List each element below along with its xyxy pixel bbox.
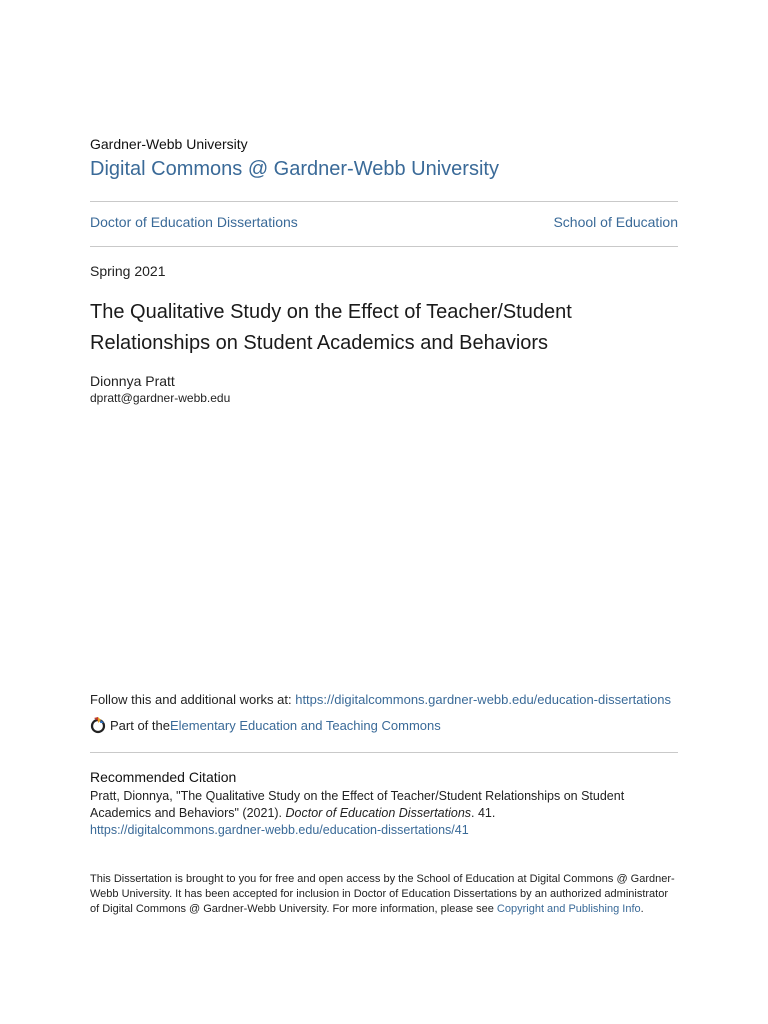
divider-top: [90, 201, 678, 202]
commons-link[interactable]: Elementary Education and Teaching Commons: [169, 717, 441, 733]
institution-name: Gardner-Webb University: [90, 136, 248, 152]
repository-link[interactable]: Digital Commons @ Gardner-Webb University: [90, 158, 499, 180]
author-name: Dionnya Pratt: [90, 373, 175, 389]
recommended-citation-heading: Recommended Citation: [90, 769, 237, 785]
follow-prefix: Follow this and additional works at:: [90, 692, 296, 707]
document-title: The Qualitative Study on the Effect of Teacher/Student Relationships on Student Academics and Behaviors: [90, 301, 572, 354]
follow-line: [90, 692, 671, 707]
notice-end: .: [640, 903, 644, 915]
divider-nav: [90, 246, 678, 247]
network-icon: [90, 716, 106, 734]
citation-url-link[interactable]: https://digitalcommons.gardner-webb.edu/education-dissertations/41: [90, 823, 469, 837]
notice-text: This Dissertation is brought to you for free and open access by the School of Education at Digital Commons @ Gardner-Webb University. It has been accepted for inclusion in Doctor of Education Dissertations by an authorized administrator of Digital Commons @ Gardner-Webb University. For more information, please see: [90, 873, 675, 915]
author-email: dpratt@gardner-webb.edu: [90, 391, 231, 405]
publication-date: Spring 2021: [90, 263, 166, 279]
citation-number: . 41.: [471, 806, 496, 820]
access-notice: [90, 872, 680, 917]
follow-url-link[interactable]: https://digitalcommons.gardner-webb.edu/education-dissertations: [295, 692, 671, 707]
citation-text: Pratt, Dionnya, "The Qualitative Study on the Effect of Teacher/Student Relationships on Student Academics and Behaviors" (2021).: [90, 789, 625, 820]
school-link[interactable]: School of Education: [553, 214, 678, 230]
citation-block: [90, 788, 680, 839]
part-of-prefix: Part of the: [110, 717, 170, 733]
series-link[interactable]: Doctor of Education Dissertations: [90, 214, 298, 230]
part-of-line: [90, 716, 441, 734]
citation-journal: Doctor of Education Dissertations: [285, 806, 472, 820]
copyright-link[interactable]: Copyright and Publishing Info: [496, 903, 641, 915]
divider-bottom: [90, 752, 678, 753]
